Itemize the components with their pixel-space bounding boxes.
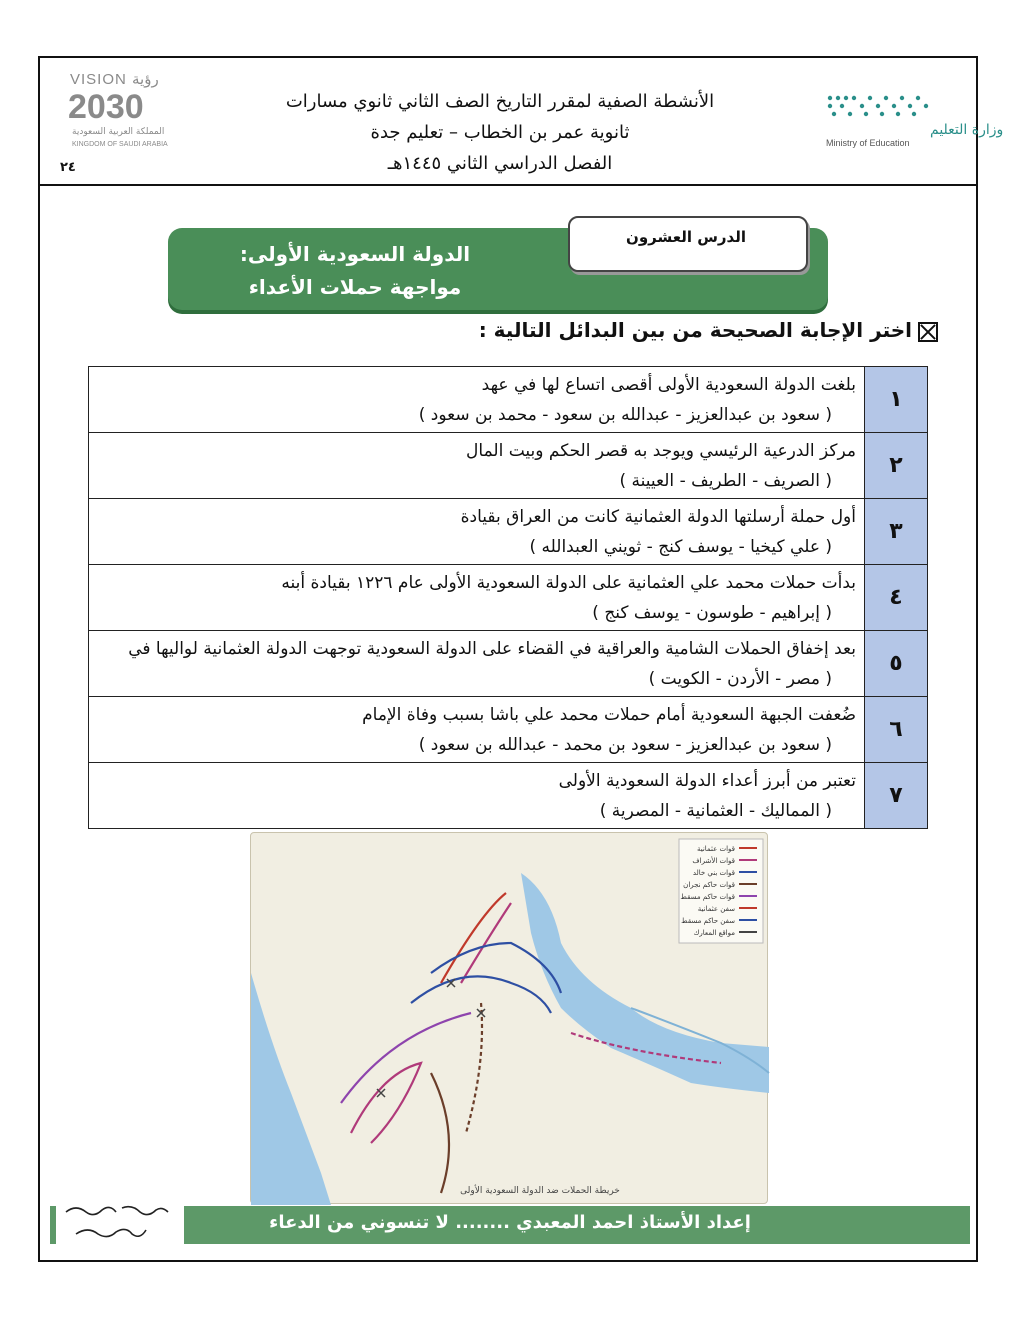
question-row xyxy=(89,499,928,565)
question-number: ٥ xyxy=(865,631,928,697)
legend-label: قوات حاكم مسقط xyxy=(680,893,735,901)
question-cell xyxy=(89,367,865,433)
route-najran xyxy=(431,1073,449,1193)
red-sea xyxy=(251,973,331,1205)
map-graphic xyxy=(251,833,769,1205)
lesson-title-line2: مواجهة حملات الأعداء xyxy=(248,275,462,299)
lesson-title-line1: الدولة السعودية الأولى: xyxy=(239,242,471,266)
legend-label: سفن حاكم مسقط xyxy=(681,917,735,925)
checkbox-icon xyxy=(918,322,938,342)
legend-label: قوات عثمانية xyxy=(696,845,735,853)
vision-2030-logo xyxy=(62,66,202,156)
question-number: ٢ xyxy=(865,433,928,499)
vision-kingdom-ar: المملكة العربية السعودية xyxy=(72,127,165,137)
ministry-of-education-logo xyxy=(818,88,1004,152)
header-term-line: الفصل الدراسي الثاني ١٤٤٥هـ xyxy=(387,153,613,174)
question-text: تعتبر من أبرز أعداء الدولة السعودية الأولى xyxy=(558,771,856,791)
question-number: ٦ xyxy=(865,697,928,763)
header-school-line: ثانوية عمر بن الخطاب – تعليم جدة xyxy=(370,122,630,143)
question-number: ١ xyxy=(865,367,928,433)
ministry-name-ar: وزارة التعليم xyxy=(930,122,1004,138)
route-muscat xyxy=(341,1013,471,1103)
legend-label: مواقع المعارك xyxy=(693,929,735,937)
legend-label: سفن عثمانية xyxy=(697,905,735,913)
header-divider xyxy=(38,184,978,186)
instruction-line xyxy=(430,318,938,342)
answer-options[interactable]: ( المماليك - العثمانية - المصرية ) xyxy=(599,801,832,821)
vision-label: VISION رؤية xyxy=(70,71,159,88)
worksheet-header xyxy=(230,86,770,179)
answer-options[interactable]: ( الصريف - الطريف - العيينة ) xyxy=(619,471,832,491)
question-number: ٧ xyxy=(865,763,928,829)
signature xyxy=(56,1196,184,1248)
legend-label: قوات بني خالد xyxy=(692,869,735,877)
question-number: ٤ xyxy=(865,565,928,631)
question-text: ضُعفت الجبهة السعودية أمام حملات محمد علي باشا بسبب وفاة الإمام xyxy=(362,705,856,725)
question-text: بعد إخفاق الحملات الشامية والعراقية في القضاء على الدولة السعودية توجهت الدولة العثمانية لواليها في xyxy=(128,639,856,659)
header-course-line: الأنشطة الصفية لمقرر التاريخ الصف الثاني ثانوي مسارات xyxy=(285,91,715,112)
footer-credit: إعداد الأستاذ احمد المعبدي ........ لا تنسوني من الدعاء xyxy=(269,1212,751,1233)
question-cell xyxy=(89,499,865,565)
lesson-number-label: الدرس العشرون xyxy=(626,228,746,246)
campaigns-map xyxy=(250,832,768,1204)
question-cell xyxy=(89,433,865,499)
question-row xyxy=(89,367,928,433)
question-row xyxy=(89,763,928,829)
question-text: بلغت الدولة السعودية الأولى أقصى اتساع لها في عهد xyxy=(481,375,856,395)
vision-kingdom-en: KINGDOM OF SAUDI ARABIA xyxy=(72,141,168,148)
map-caption: خريطة الحملات ضد الدولة السعودية الأولى xyxy=(460,1186,620,1196)
question-number: ٣ xyxy=(865,499,928,565)
answer-options[interactable]: ( إبراهيم - طوسون - يوسف كنج ) xyxy=(592,603,832,623)
battle-marker xyxy=(377,1089,385,1097)
answer-options[interactable]: ( علي كيخيا - يوسف كنج - ثويني العبدالله ) xyxy=(529,537,832,557)
signature-stroke-1 xyxy=(66,1207,168,1215)
question-text: مركز الدرعية الرئيسي ويوجد به قصر الحكم وبيت المال xyxy=(466,441,856,461)
ministry-name-en: Ministry of Education xyxy=(826,138,910,148)
questions-table xyxy=(88,366,928,829)
route-ottoman-1 xyxy=(441,893,506,983)
question-cell xyxy=(89,763,865,829)
question-cell xyxy=(89,565,865,631)
lesson-title xyxy=(190,238,520,304)
instruction-text: اختر الإجابة الصحيحة من بين البدائل التالية : xyxy=(478,318,912,342)
legend-label: قوات حاكم نجران xyxy=(683,881,735,889)
map-legend-box xyxy=(679,839,763,943)
answer-options[interactable]: ( سعود بن عبدالعزيز - عبدالله بن سعود - محمد بن سعود ) xyxy=(418,405,832,425)
signature-stroke-2 xyxy=(76,1229,146,1236)
route-sharif-2 xyxy=(351,1063,421,1143)
question-text: بدأت حملات محمد علي العثمانية على الدولة السعودية الأولى عام ١٢٢٦ بقيادة أبنه xyxy=(281,573,856,593)
answer-options[interactable]: ( مصر - الأردن - الكويت ) xyxy=(648,669,832,689)
question-row xyxy=(89,631,928,697)
question-row xyxy=(89,433,928,499)
legend-label: قوات الأشراف xyxy=(692,857,735,865)
question-cell xyxy=(89,697,865,763)
page-number: ٢٤ xyxy=(60,160,76,175)
question-row xyxy=(89,565,928,631)
question-cell xyxy=(89,631,865,697)
battle-markers xyxy=(377,979,485,1097)
question-row xyxy=(89,697,928,763)
question-text: أول حملة أرسلتها الدولة العثمانية كانت من العراق بقيادة xyxy=(460,507,856,527)
answer-options[interactable]: ( سعود بن عبدالعزيز - سعود بن محمد - عبدالله بن سعود ) xyxy=(418,735,832,755)
vision-year: 2030 xyxy=(68,88,144,126)
route-bani-khalid-2 xyxy=(411,976,551,1013)
route-najran-2 xyxy=(466,1003,482,1133)
